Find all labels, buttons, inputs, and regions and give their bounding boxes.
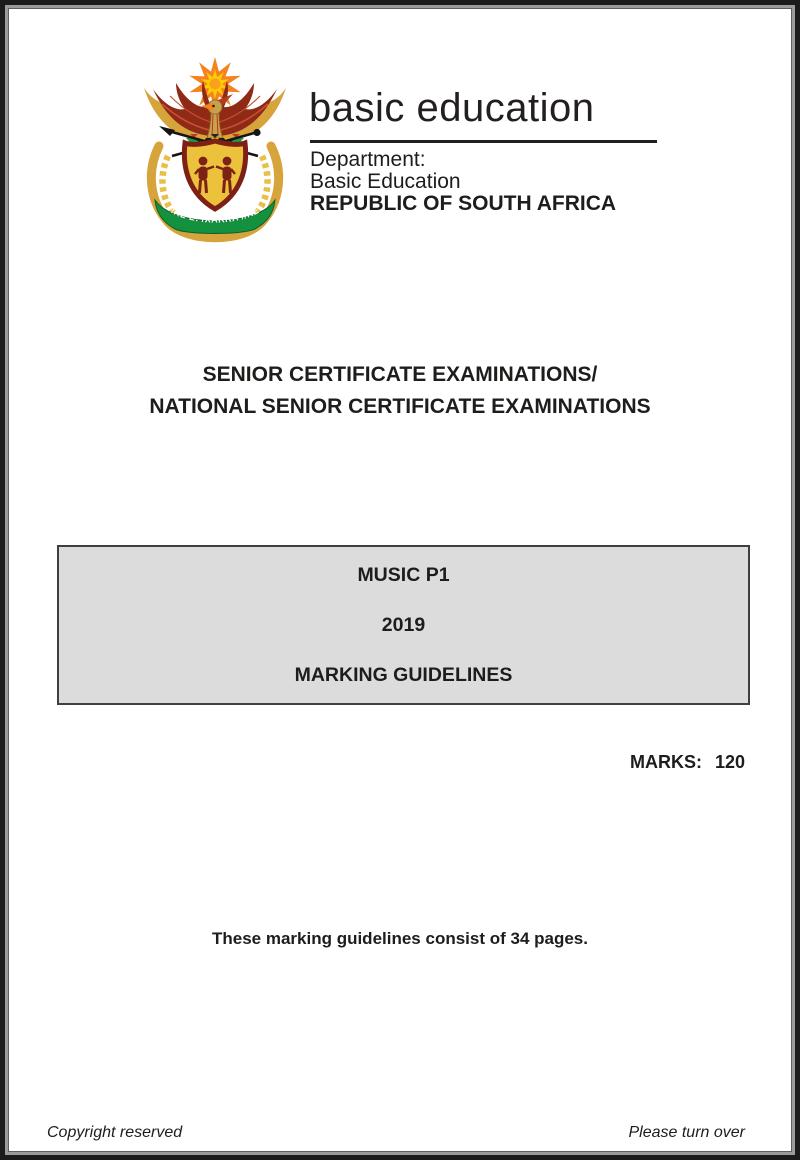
footer-turn-over: Please turn over	[628, 1124, 745, 1141]
brand-underline	[310, 140, 657, 143]
right-wing	[214, 81, 286, 141]
page-count-note: These marking guidelines consist of 34 pages.	[211, 929, 588, 948]
subject-title: MUSIC P1	[357, 564, 450, 586]
left-wing	[144, 81, 216, 141]
department-block	[310, 149, 616, 215]
department-name: Basic Education	[310, 170, 461, 193]
title-box	[57, 545, 750, 705]
department-label: Department:	[310, 148, 426, 171]
marks-line	[630, 752, 745, 773]
country-name: REPUBLIC OF SOUTH AFRICA	[310, 192, 617, 215]
shield	[184, 141, 245, 209]
motto-text: !KE E: /XARRA //KE	[169, 205, 261, 225]
coat-of-arms-logo	[140, 56, 290, 252]
exam-header-line2: NATIONAL SENIOR CERTIFICATE EXAMINATIONS	[149, 395, 651, 418]
south-africa-coat-of-arms-icon	[140, 56, 290, 252]
exam-year: 2019	[381, 614, 426, 636]
document-type: MARKING GUIDELINES	[294, 664, 513, 686]
footer-copyright: Copyright reserved	[47, 1124, 183, 1141]
exam-header	[0, 359, 800, 423]
brand-wordmark: basic education	[309, 86, 595, 130]
marks-value: 120	[714, 752, 745, 772]
marks-label: MARKS:	[629, 752, 702, 772]
exam-header-line1: SENIOR CERTIFICATE EXAMINATIONS/	[202, 363, 598, 386]
